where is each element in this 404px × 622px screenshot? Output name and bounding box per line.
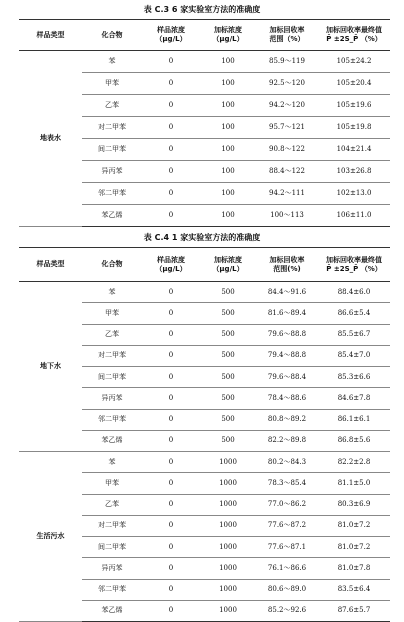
column-header: 样品类型 [19,20,82,51]
compound-cell: 苯 [82,282,142,303]
value-cell: 81.0±7.2 [318,515,390,536]
compound-cell: 邻二甲苯 [82,183,142,205]
value-cell: 0 [142,95,200,117]
value-cell: 0 [142,515,200,536]
compound-cell: 乙苯 [82,494,142,515]
value-cell: 0 [142,73,200,95]
value-cell: 85.3±6.6 [318,367,390,388]
table-header-row [19,248,390,282]
compound-cell: 异丙苯 [82,388,142,409]
compound-cell: 间二甲苯 [82,367,142,388]
value-cell: 0 [142,161,200,183]
value-cell: 500 [200,367,256,388]
value-cell: 102±13.0 [318,183,390,205]
sample-type-cell: 生活污水 [19,452,82,622]
value-cell: 100 [200,205,256,227]
compound-cell: 甲苯 [82,473,142,494]
value-cell: 500 [200,430,256,451]
value-cell: 100 [200,51,256,73]
value-cell: 500 [200,303,256,324]
value-cell: 1000 [200,494,256,515]
value-cell: 81.0±7.2 [318,537,390,558]
value-cell: 100 [200,139,256,161]
value-cell: 76.1～86.6 [256,558,318,579]
value-cell: 500 [200,282,256,303]
compound-cell: 邻二甲苯 [82,579,142,600]
column-header: 加标浓度 （μg/L） [200,248,256,282]
sample-type-cell: 地表水 [19,51,82,227]
value-cell: 1000 [200,537,256,558]
value-cell: 1000 [200,600,256,621]
compound-cell: 苯乙烯 [82,205,142,227]
value-cell: 0 [142,324,200,345]
value-cell: 86.6±5.4 [318,303,390,324]
column-header: 样品浓度 （μg/L） [142,248,200,282]
compound-cell: 苯 [82,51,142,73]
value-cell: 94.2～111 [256,183,318,205]
value-cell: 0 [142,430,200,451]
value-cell: 95.7～121 [256,117,318,139]
value-cell: 80.8～89.2 [256,409,318,430]
table-row [19,51,390,73]
accuracy-table-c4 [19,247,390,622]
compound-cell: 异丙苯 [82,558,142,579]
column-header: 样品类型 [19,248,82,282]
column-header: 化合物 [82,20,142,51]
value-cell: 80.3±6.9 [318,494,390,515]
value-cell: 104±21.4 [318,139,390,161]
compound-cell: 邻二甲苯 [82,409,142,430]
table-row [19,452,390,473]
value-cell: 85.5±6.7 [318,324,390,345]
value-cell: 100 [200,95,256,117]
value-cell: 79.4～88.8 [256,345,318,366]
value-cell: 85.4±7.0 [318,345,390,366]
value-cell: 0 [142,452,200,473]
value-cell: 105±19.6 [318,95,390,117]
value-cell: 1000 [200,473,256,494]
value-cell: 0 [142,303,200,324]
value-cell: 80.6～89.0 [256,579,318,600]
value-cell: 0 [142,494,200,515]
value-cell: 84.6±7.8 [318,388,390,409]
value-cell: 0 [142,117,200,139]
value-cell: 85.2～92.6 [256,600,318,621]
value-cell: 0 [142,183,200,205]
value-cell: 80.2～84.3 [256,452,318,473]
value-cell: 77.6～87.2 [256,515,318,536]
value-cell: 100～113 [256,205,318,227]
column-header: 加标回收率 范围（%） [256,20,318,51]
compound-cell: 间二甲苯 [82,537,142,558]
value-cell: 83.5±6.4 [318,579,390,600]
sample-type-cell: 地下水 [19,282,82,452]
value-cell: 81.6～89.4 [256,303,318,324]
value-cell: 81.1±5.0 [318,473,390,494]
value-cell: 0 [142,139,200,161]
value-cell: 0 [142,345,200,366]
value-cell: 86.8±5.6 [318,430,390,451]
compound-cell: 甲苯 [82,303,142,324]
table-caption-c3: 表 C.3 6 家实验室方法的准确度 [143,5,261,14]
value-cell: 0 [142,600,200,621]
value-cell: 0 [142,388,200,409]
value-cell: 1000 [200,515,256,536]
value-cell: 0 [142,537,200,558]
value-cell: 500 [200,345,256,366]
value-cell: 85.9～119 [256,51,318,73]
column-header: 加标回收率 范围(%) [256,248,318,282]
value-cell: 92.5～120 [256,73,318,95]
accuracy-table-c3 [19,19,390,227]
value-cell: 86.1±6.1 [318,409,390,430]
value-cell: 1000 [200,452,256,473]
value-cell: 78.3～85.4 [256,473,318,494]
value-cell: 88.4～122 [256,161,318,183]
value-cell: 500 [200,388,256,409]
value-cell: 500 [200,324,256,345]
value-cell: 105±20.4 [318,73,390,95]
value-cell: 84.4～91.6 [256,282,318,303]
value-cell: 500 [200,409,256,430]
compound-cell: 异丙苯 [82,161,142,183]
compound-cell: 苯乙烯 [82,600,142,621]
value-cell: 82.2～89.8 [256,430,318,451]
compound-cell: 乙苯 [82,95,142,117]
value-cell: 82.2±2.8 [318,452,390,473]
value-cell: 77.6～87.1 [256,537,318,558]
value-cell: 0 [142,282,200,303]
column-header: 样品浓度 （μg/L） [142,20,200,51]
value-cell: 0 [142,473,200,494]
value-cell: 0 [142,579,200,600]
table-caption-c4: 表 C.4 1 家实验室方法的准确度 [143,233,261,242]
value-cell: 100 [200,117,256,139]
value-cell: 105±19.8 [318,117,390,139]
table-row [19,282,390,303]
value-cell: 79.6～88.8 [256,324,318,345]
value-cell: 0 [142,367,200,388]
compound-cell: 间二甲苯 [82,139,142,161]
value-cell: 79.6～88.4 [256,367,318,388]
value-cell: 88.4±6.0 [318,282,390,303]
value-cell: 78.4～88.6 [256,388,318,409]
table-body [19,51,390,227]
compound-cell: 对二甲苯 [82,117,142,139]
value-cell: 87.6±5.7 [318,600,390,621]
column-header: 加标回收率最终值 P̄ ±2S_P̄ （%） [318,20,390,51]
value-cell: 100 [200,73,256,95]
value-cell: 0 [142,409,200,430]
value-cell: 94.2～120 [256,95,318,117]
compound-cell: 苯 [82,452,142,473]
value-cell: 1000 [200,558,256,579]
compound-cell: 乙苯 [82,324,142,345]
column-header: 加标回收率最终值 P̄ ±2S_P̄ （%） [318,248,390,282]
table-header-row [19,20,390,51]
value-cell: 103±26.8 [318,161,390,183]
compound-cell: 苯乙烯 [82,430,142,451]
value-cell: 0 [142,558,200,579]
value-cell: 0 [142,205,200,227]
value-cell: 77.0～86.2 [256,494,318,515]
value-cell: 100 [200,161,256,183]
compound-cell: 对二甲苯 [82,515,142,536]
compound-cell: 甲苯 [82,73,142,95]
compound-cell: 对二甲苯 [82,345,142,366]
value-cell: 106±11.0 [318,205,390,227]
value-cell: 105±24.2 [318,51,390,73]
value-cell: 90.8～122 [256,139,318,161]
value-cell: 1000 [200,579,256,600]
value-cell: 100 [200,183,256,205]
value-cell: 0 [142,51,200,73]
column-header: 化合物 [82,248,142,282]
value-cell: 81.0±7.8 [318,558,390,579]
table-body [19,282,390,622]
column-header: 加标浓度 （μg/L） [200,20,256,51]
